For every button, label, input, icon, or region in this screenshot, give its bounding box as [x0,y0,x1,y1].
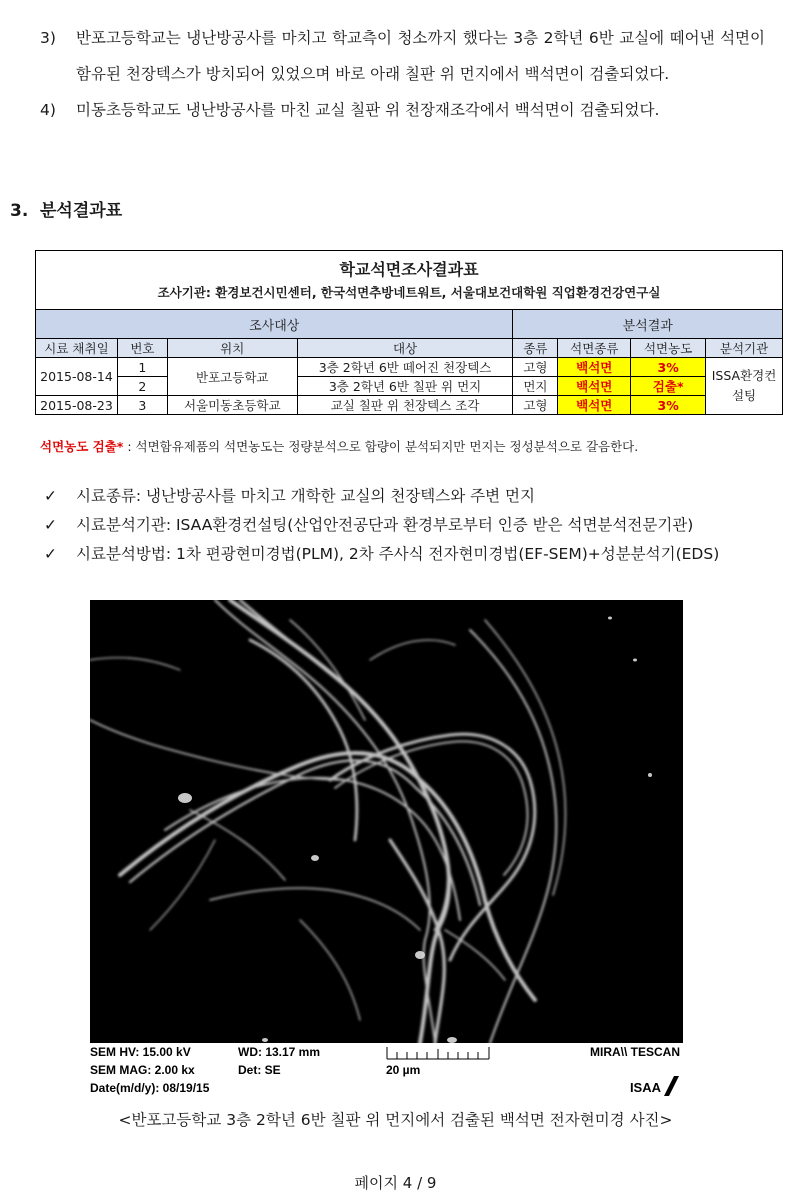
checkmark-icon: ✓ [44,487,57,505]
results-table [35,250,783,415]
group-header-result: 분석결과 [513,310,783,339]
cell-location: 서울미동초등학교 [167,396,297,415]
cell-asbestos-type: 백석면 [558,377,631,396]
sem-info-bar [90,1043,683,1099]
cell-date: 2015-08-14 [36,358,118,396]
list-item [44,540,719,569]
cell-kind: 고형 [513,358,558,377]
cell-kind: 고형 [513,396,558,415]
table-title-cell [36,251,783,310]
section-number: 3. [10,201,29,221]
table-row [36,358,783,377]
list-item [40,20,765,92]
table-subtitle: 조사기관: 환경보건시민센터, 한국석면추방네트워트, 서울대보건대학원 직업환경건강연구실 [157,285,661,300]
cell-kind: 먼지 [513,377,558,396]
cell-target: 3층 2학년 6반 떼어진 천장텍스 [297,358,513,377]
check-text: 시료종류: 냉난방공사를 마치고 개학한 교실의 천장텍스와 주변 먼지 [76,487,535,505]
sem-wd: WD: 13.17 mm [238,1045,321,1059]
section-heading [10,196,122,221]
sem-logo-text: ISAA [629,1080,661,1095]
sem-mag: SEM MAG: 2.00 kx [90,1063,195,1077]
list-number: 3) [40,29,56,47]
list-item [40,92,765,128]
column-header: 번호 [117,339,167,358]
checkmark-icon: ✓ [44,516,57,534]
table-row [36,377,783,396]
cell-concentration: 3% [631,396,706,415]
cell-asbestos-type: 백석면 [558,396,631,415]
checkmark-icon: ✓ [44,545,57,563]
group-header-survey: 조사대상 [36,310,513,339]
column-header: 종류 [513,339,558,358]
numbered-list [40,20,765,128]
isaa-logo-icon [663,1074,680,1096]
section-title: 분석결과표 [40,201,123,221]
list-text: 반포고등학교는 냉난방공사를 마치고 학교측이 청소까지 했다는 3층 2학년 6반 교실에 떼어낸 석면이 함유된 천장텍스가 방치되어 있었으며 바로 아래 칠판 위 먼지에서 백석면이 검출되었다. [76,29,765,83]
cell-concentration: 3% [631,358,706,377]
column-header: 분석기관 [706,339,783,358]
sem-date: Date(m/d/y): 08/19/15 [90,1081,210,1095]
list-text: 미동초등학교도 냉난방공사를 마친 교실 칠판 위 천장재조각에서 백석면이 검출되었다. [76,101,660,119]
cell-asbestos-type: 백석면 [558,358,631,377]
list-item [44,511,719,540]
column-header: 대상 [297,339,513,358]
sem-hv: SEM HV: 15.00 kV [90,1045,191,1059]
cell-number: 3 [117,396,167,415]
column-header: 석면농도 [631,339,706,358]
scale-bar-icon [386,1046,490,1060]
sem-brand: MIRA\\ TESCAN [590,1045,680,1059]
sem-det: Det: SE [238,1063,281,1077]
note-text: : 석면함유제품의 석면농도는 정량분석으로 함량이 분석되지만 먼지는 정성분석으로 갈음한다. [123,439,639,454]
cell-target: 교실 칠판 위 천장텍스 조각 [297,396,513,415]
cell-target: 3층 2학년 6반 칠판 위 먼지 [297,377,513,396]
check-text: 시료분석방법: 1차 편광현미경법(PLM), 2차 주사식 전자현미경법(EF-SEM)+성분분석기(EDS) [76,545,720,563]
cell-lab: ISSA환경컨설팅 [706,358,783,415]
list-item [44,482,719,511]
page-number: 페이지 4 / 9 [354,1174,437,1192]
table-note [40,437,638,455]
list-number: 4) [40,101,56,119]
cell-date: 2015-08-23 [36,396,118,415]
cell-location: 반포고등학교 [167,358,297,396]
check-text: 시료분석기관: ISAA환경컨설팅(산업안전공단과 환경부로부터 인증 받은 석면분석전문기관) [76,516,694,534]
column-header: 석면종류 [558,339,631,358]
check-list [44,482,719,569]
cell-number: 2 [117,377,167,396]
sem-micrograph [90,600,683,1099]
table-row [36,396,783,415]
column-header: 시료 채취일 [36,339,118,358]
cell-concentration: 검출* [631,377,706,396]
cell-number: 1 [117,358,167,377]
asbestos-fibers-image [90,600,683,1043]
image-caption: <반포고등학교 3층 2학년 6반 칠판 위 먼지에서 검출된 백석면 전자현미경 사진> [118,1111,673,1129]
note-label: 석면농도 검출* [40,439,124,454]
sem-scale-label: 20 µm [386,1063,421,1077]
table-title: 학교석면조사결과표 [339,260,479,279]
column-header: 위치 [167,339,297,358]
